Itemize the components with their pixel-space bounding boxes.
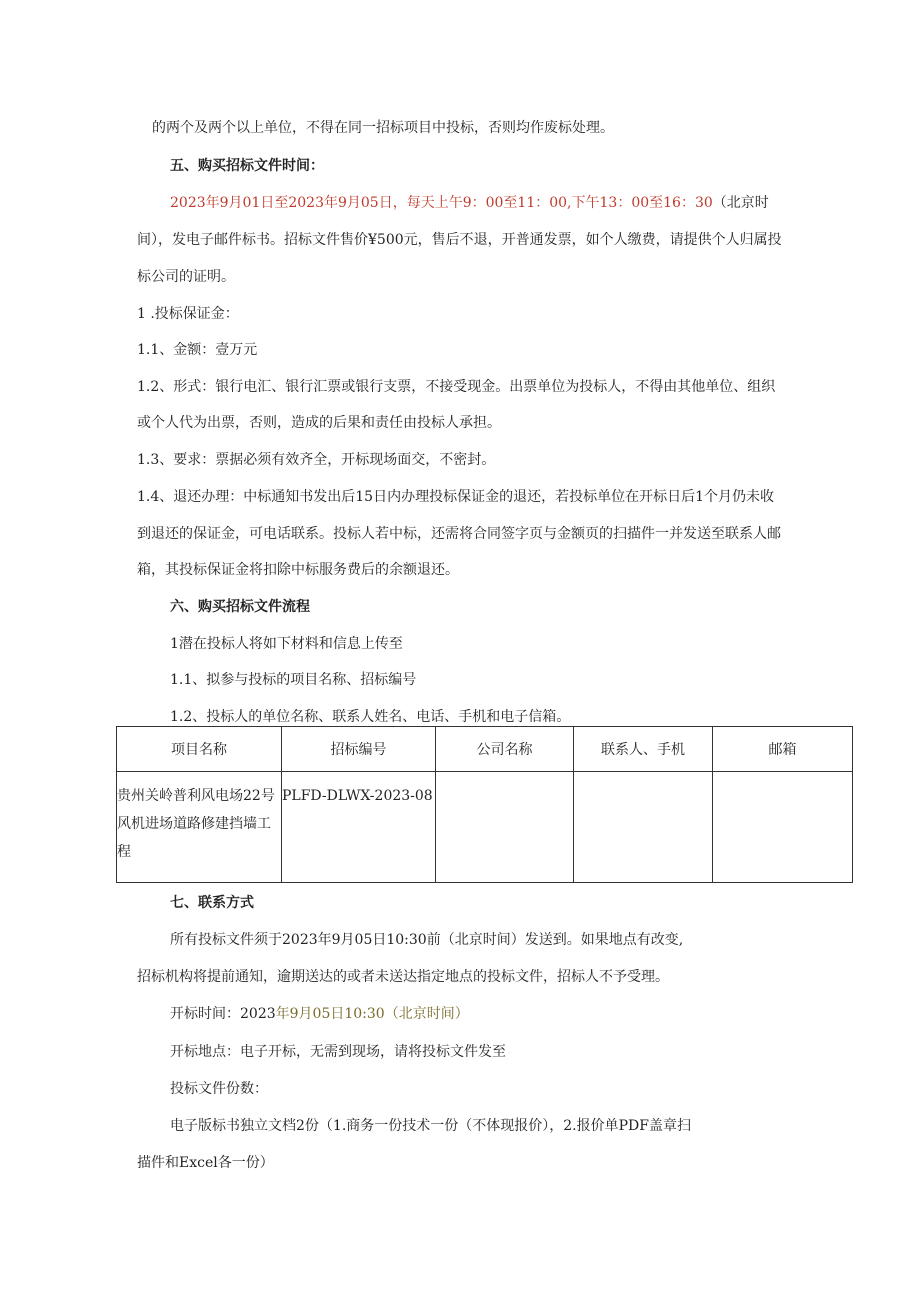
heading-section-5: 五、购买招标文件时间： (170, 158, 324, 174)
header-email: 邮箱 (713, 727, 853, 772)
bidder-info-table (116, 726, 853, 883)
cell-project-name: 贵州关岭普利风电场22号风机进场道路修建挡墙工程 (117, 772, 282, 883)
heading-bid-bond: 1 .投标保证金： (137, 306, 239, 322)
paragraph-project-info: 1.1、拟参与投标的项目名称、招标编号 (170, 672, 417, 688)
purchase-time-tail: （北京时 (712, 195, 769, 211)
paragraph-purchase-time (170, 193, 769, 213)
paragraph-open-place: 开标地点：电子开标，无需到现场，请将投标文件发至 (170, 1044, 506, 1060)
paragraph-bond-requirement: 1.3、要求：票据必须有效齐全，开标现场面交，不密封。 (137, 452, 496, 468)
paragraph-upload-materials: 1潜在投标人将如下材料和信息上传至 (170, 636, 403, 652)
paragraph-deadline-l2: 招标机构将提前通知，逾期送达的或者未送达指定地点的投标文件，招标人不予受理。 (137, 969, 669, 985)
paragraph-purchase-line2: 间），发电子邮件标书。招标文件售价¥500元，售后不退，开普通发票，如个人缴费，请提供个人归属投 (137, 232, 782, 248)
paragraph-copies-label: 投标文件份数： (170, 1081, 268, 1097)
open-time-label: 开标时间：2023 (170, 1006, 276, 1022)
heading-section-6: 六、购买招标文件流程 (170, 599, 310, 615)
paragraph-bond-refund-l3: 箱，其投标保证金将扣除中标服务费后的余额退还。 (137, 562, 459, 578)
purchase-time-range: 2023年9月01日至2023年9月05日，每天上午9：00至11：00,下午13：00至16：30 (170, 195, 713, 211)
table-row (117, 772, 853, 883)
heading-section-7: 七、联系方式 (170, 895, 254, 911)
paragraph-disqualification: 的两个及两个以上单位，不得在同一招标项目中投标，否则均作废标处理。 (152, 120, 614, 136)
paragraph-deadline-l1: 所有投标文件须于2023年9月05日10:30前（北京时间）发送到。如果地点有改变, (170, 932, 684, 948)
header-project-name: 项目名称 (117, 727, 282, 772)
header-bid-number: 招标编号 (282, 727, 436, 772)
paragraph-bond-form-l2: 或个人代为出票，否则，造成的后果和责任由投标人承担。 (137, 415, 501, 431)
paragraph-purchase-line3: 标公司的证明。 (137, 269, 235, 285)
paragraph-bidder-info: 1.2、投标人的单位名称、联系人姓名、电话、手机和电子信箱。 (170, 709, 571, 725)
paragraph-bond-amount: 1.1、金额：壹万元 (137, 342, 258, 358)
paragraph-copies-l1: 电子版标书独立文档2份（1.商务一份技术一份（不体现报价），2.报价单PDF盖章扫 (170, 1118, 691, 1134)
cell-company (436, 772, 574, 883)
paragraph-bond-refund-l2: 到退还的保证金，可电话联系。投标人若中标，还需将合同签字页与金额页的扫描件一并发送至联系人邮 (137, 526, 781, 542)
header-company-name: 公司名称 (436, 727, 574, 772)
paragraph-bond-form-l1: 1.2、形式：银行电汇、银行汇票或银行支票，不接受现金。出票单位为投标人，不得由其他单位、组织 (137, 379, 776, 395)
open-time-value: 年9月05日10:30（北京时间） (275, 1006, 469, 1022)
paragraph-open-time (170, 1004, 469, 1024)
cell-bid-number: PLFD-DLWX-2023-08 (282, 772, 436, 883)
paragraph-copies-l2: 描件和Excel各一份） (137, 1155, 274, 1171)
table-header-row (117, 727, 853, 772)
cell-contact (574, 772, 713, 883)
header-contact: 联系人、手机 (574, 727, 713, 772)
paragraph-bond-refund-l1: 1.4、退还办理：中标通知书发出后15日内办理投标保证金的退还，若投标单位在开标日后1个月仍未收 (137, 489, 774, 505)
cell-email (713, 772, 853, 883)
